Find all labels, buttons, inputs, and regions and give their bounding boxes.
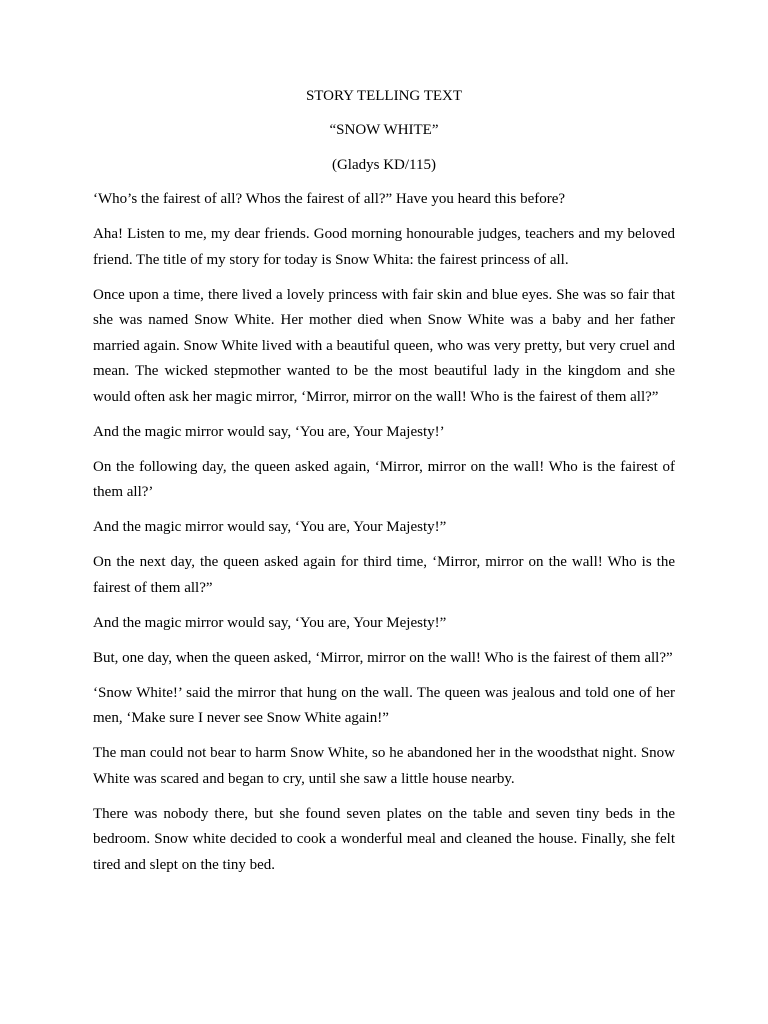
paragraph: ‘Snow White!’ said the mirror that hung on the wall. The queen was jealous and told one of her men, ‘Make sure I never see Snow White again!” [93,684,675,726]
paragraph: ‘Who’s the fairest of all? Whos the fairest of all?” Have you heard this before? [93,191,566,207]
paragraph: On the following day, the queen asked again, ‘Mirror, mirror on the wall! Who is the fairest of them all?’ [93,458,675,500]
paragraph: The man could not bear to harm Snow White, so he abandoned her in the woodsthat night. Snow White was scared and began to cry, until she saw a little house nearby. [93,745,675,787]
paragraph: Once upon a time, there lived a lovely princess with fair skin and blue eyes. She was so fair that she was named Snow White. Her mother died when Snow White was a baby and her father married again. Snow White lived with a beautiful queen, who was very pretty, but very cruel and mean. The wicked stepmother wanted to be the most beautiful lady in the kingdom and she would often ask her magic mirror, ‘Mirror, mirror on the wall! Who is the fairest of them all?” [93,286,675,405]
story-title: “SNOW WHITE” [329,122,439,138]
paragraph: But, one day, when the queen asked, ‘Mirror, mirror on the wall! Who is the fairest of them all?” [93,649,673,666]
story-body [93,187,675,888]
document-title: STORY TELLING TEXT [305,88,463,104]
paragraph: And the magic mirror would say, ‘You are, Your Majesty!” [93,519,447,535]
paragraph: Aha! Listen to me, my dear friends. Good morning honourable judges, teachers and my beloved friend. The title of my story for today is Snow Whita: the fairest princess of all. [93,226,675,268]
author-line: (Gladys KD/115) [331,157,436,173]
paragraph: There was nobody there, but she found seven plates on the table and seven tiny beds in the bedroom. Snow white decided to cook a wonderful meal and cleaned the house. Finally, she felt tired and slept on the tiny bed. [93,805,675,873]
paragraph: On the next day, the queen asked again for third time, ‘Mirror, mirror on the wall! Who is the fairest of them all?” [93,554,675,596]
paragraph: And the magic mirror would say, ‘You are, Your Majesty!’ [93,423,445,440]
paragraph: And the magic mirror would say, ‘You are, Your Mejesty!” [93,614,447,631]
